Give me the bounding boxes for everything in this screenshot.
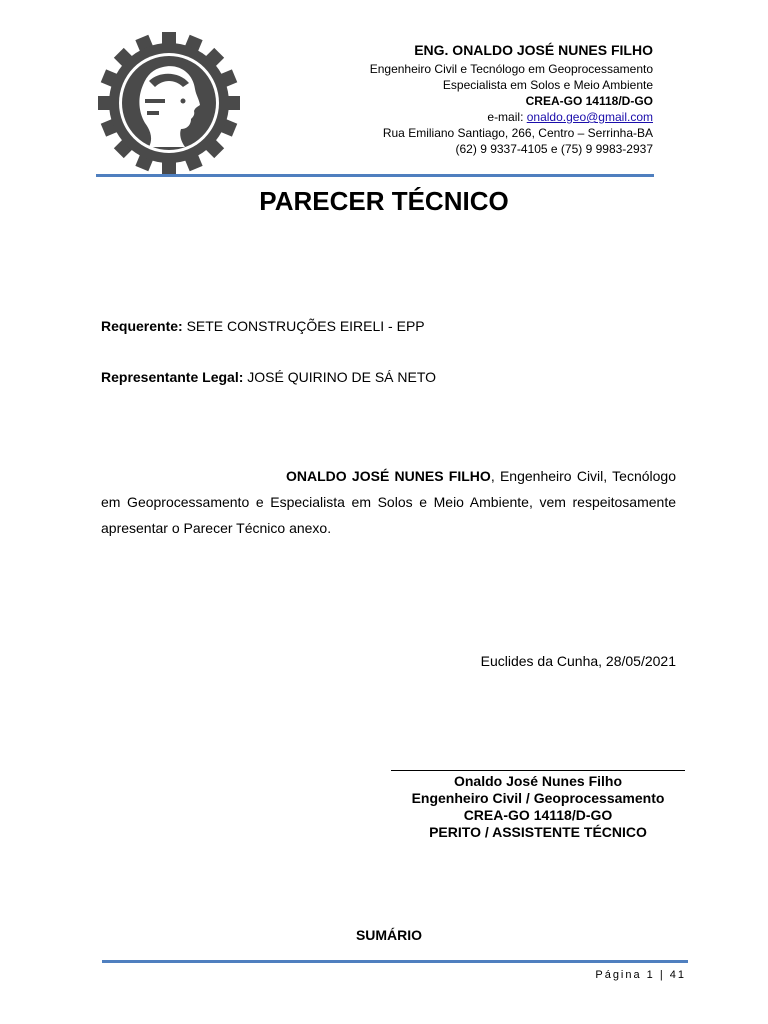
date-location: Euclides da Cunha, 28/05/2021 bbox=[480, 653, 676, 669]
page-number: Página 1 | 41 bbox=[595, 969, 686, 981]
header-crea: CREA-GO 14118/D-GO bbox=[525, 94, 653, 108]
signature-role: Engenheiro Civil / Geoprocessamento bbox=[411, 790, 665, 806]
header-address: Rua Emiliano Santiago, 266, Centro – Serrinha-BA bbox=[382, 126, 653, 140]
header-divider bbox=[96, 174, 654, 177]
email-link[interactable]: onaldo.geo@gmail.com bbox=[526, 110, 653, 124]
representante-value: JOSÉ QUIRINO DE SÁ NETO bbox=[243, 369, 437, 385]
document-title: PARECER TÉCNICO bbox=[259, 186, 509, 216]
signature-line bbox=[391, 770, 685, 771]
requerente-label: Requerente: bbox=[101, 318, 183, 334]
requerente-value: SETE CONSTRUÇÕES EIRELI - EPP bbox=[182, 318, 425, 334]
paragraph-text: , Engenheiro Civil, Tecnólogo em Geoprocessamento e Especialista em Solos e Meio Ambiente, vem respeitosamente apresentar o Parecer Técnico anexo. bbox=[101, 468, 677, 536]
signature-crea: CREA-GO 14118/D-GO bbox=[463, 807, 613, 823]
signature-function: PERITO / ASSISTENTE TÉCNICO bbox=[429, 824, 647, 840]
header-email-row bbox=[487, 110, 653, 124]
intro-paragraph bbox=[101, 463, 676, 541]
email-label: e-mail: bbox=[487, 110, 527, 124]
header-line1: Engenheiro Civil e Tecnólogo em Geoprocessamento bbox=[369, 62, 653, 76]
sumario-heading: SUMÁRIO bbox=[355, 927, 423, 943]
paragraph-name: ONALDO JOSÉ NUNES FILHO bbox=[286, 468, 491, 484]
header-name: ENG. ONALDO JOSÉ NUNES FILHO bbox=[414, 42, 653, 58]
signature-name: Onaldo José Nunes Filho bbox=[453, 773, 623, 789]
institution-logo-icon bbox=[98, 32, 240, 174]
footer-divider bbox=[102, 960, 688, 963]
header-line2: Especialista em Solos e Meio Ambiente bbox=[442, 78, 653, 92]
representante-label: Representante Legal: bbox=[101, 369, 244, 385]
representante-field bbox=[101, 369, 436, 385]
header-phones: (62) 9 9337-4105 e (75) 9 9983-2937 bbox=[455, 142, 653, 156]
requerente-field bbox=[101, 318, 425, 334]
